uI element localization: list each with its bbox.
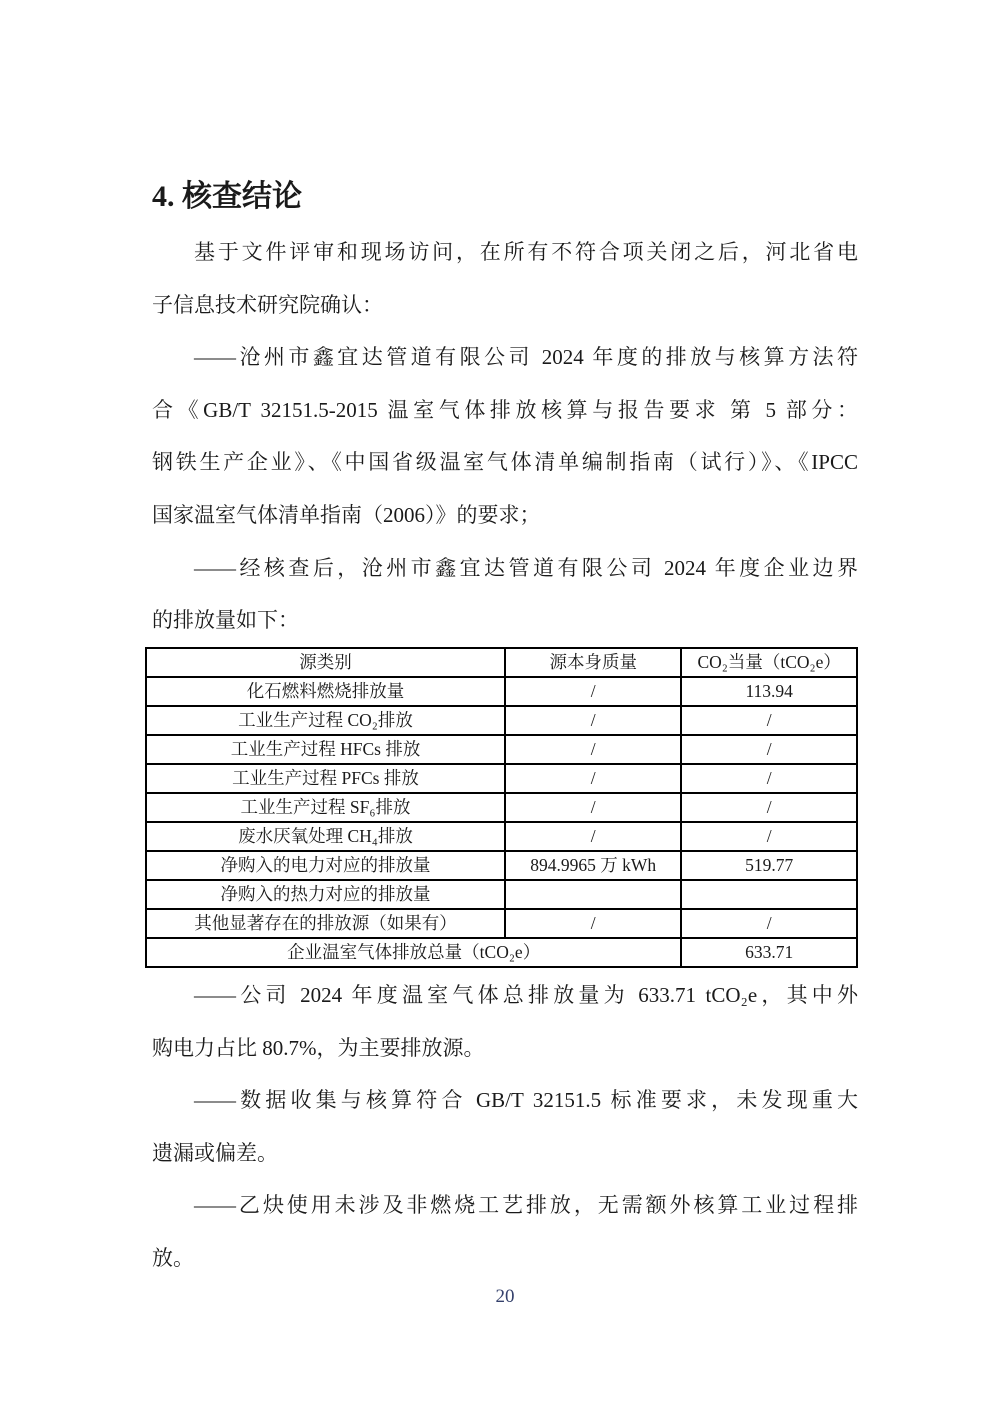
column-header: 源本身质量 (505, 648, 681, 677)
table-cell: / (505, 764, 681, 793)
table-cell: 其他显著存在的排放源（如果有） (146, 909, 505, 938)
table-cell: / (505, 735, 681, 764)
paragraph-line: ——数据收集与核算符合 GB/T 32151.5 标准要求，未发现重大 (194, 1088, 858, 1113)
table-cell: 工业生产过程 CO₂排放 (146, 706, 505, 735)
paragraph-line: ——乙炔使用未涉及非燃烧工艺排放，无需额外核算工业过程排 (194, 1193, 858, 1218)
paragraph-line: 遗漏或偏差。 (152, 1140, 278, 1165)
table-cell: 894.9965 万 kWh (505, 851, 681, 880)
table-row (146, 677, 857, 706)
table-row (146, 764, 857, 793)
table-cell: / (681, 793, 857, 822)
table-row (146, 822, 857, 851)
table-cell: 工业生产过程 PFCs 排放 (146, 764, 505, 793)
paragraph-line: 基于文件评审和现场访问，在所有不符合项关闭之后，河北省电 (194, 240, 858, 264)
table-row (146, 909, 857, 938)
table-cell: 113.94 (681, 677, 857, 706)
paragraph-line: ——公司 2024 年度温室气体总排放量为 633.71 tCO₂e，其中外 (194, 983, 858, 1007)
table-cell: / (681, 764, 857, 793)
paragraphs-after-table (152, 969, 858, 1285)
table-row (146, 706, 857, 735)
table-cell: / (505, 909, 681, 938)
paragraph-line: 放。 (152, 1245, 194, 1270)
table-cell: 519.77 (681, 851, 857, 880)
table-row (146, 793, 857, 822)
table-cell: / (681, 909, 857, 938)
table-total-row (146, 938, 857, 967)
table-cell: / (681, 735, 857, 764)
table-row (146, 880, 857, 909)
paragraph (152, 1074, 858, 1179)
table-cell: / (505, 822, 681, 851)
section-heading: 4. 核查结论 (152, 180, 302, 213)
page-number: 20 (495, 1286, 515, 1307)
table-cell: / (681, 706, 857, 735)
paragraph (152, 331, 858, 541)
emission-table-body (146, 677, 857, 967)
table-cell (505, 880, 681, 909)
total-value: 633.71 (681, 938, 857, 967)
paragraph-line: 购电力占比 80.7%，为主要排放源。 (152, 1035, 485, 1060)
total-label: 企业温室气体排放总量（tCO₂e） (146, 938, 681, 967)
paragraph (152, 542, 858, 647)
table-header-row (146, 648, 857, 677)
column-header: CO₂当量（tCO₂e） (681, 648, 857, 677)
paragraph-line: 合《GB/T 32151.5-2015 温室气体排放核算与报告要求 第 5 部分： (152, 397, 858, 422)
column-header: 源类别 (146, 648, 505, 677)
table-cell: 化石燃料燃烧排放量 (146, 677, 505, 706)
paragraph (152, 226, 858, 331)
table-row (146, 735, 857, 764)
table-cell: / (505, 677, 681, 706)
table-cell: 工业生产过程 SF₆排放 (146, 793, 505, 822)
table-cell: 工业生产过程 HFCs 排放 (146, 735, 505, 764)
paragraph-line: ——经核查后，沧州市鑫宜达管道有限公司 2024 年度企业边界 (194, 555, 858, 580)
table-cell: 净购入的热力对应的排放量 (146, 880, 505, 909)
table-cell: / (681, 822, 857, 851)
emission-table (145, 647, 858, 968)
table-cell (681, 880, 857, 909)
paragraph-line: 国家温室气体清单指南（2006）》的要求； (152, 502, 541, 527)
table-cell: / (505, 793, 681, 822)
paragraph-line: ——沧州市鑫宜达管道有限公司 2024 年度的排放与核算方法符 (194, 345, 858, 370)
table-cell: 净购入的电力对应的排放量 (146, 851, 505, 880)
table-cell: / (505, 706, 681, 735)
paragraph-line: 子信息技术研究院确认： (152, 292, 383, 317)
paragraph-line: 钢铁生产企业》、《中国省级温室气体清单编制指南（试行）》、《IPCC (152, 450, 858, 475)
table-row (146, 851, 857, 880)
table-cell: 废水厌氧处理 CH₄排放 (146, 822, 505, 851)
paragraphs-before-table (152, 226, 858, 647)
paragraph (152, 969, 858, 1074)
paragraph (152, 1179, 858, 1284)
paragraph-line: 的排放量如下： (152, 608, 299, 633)
